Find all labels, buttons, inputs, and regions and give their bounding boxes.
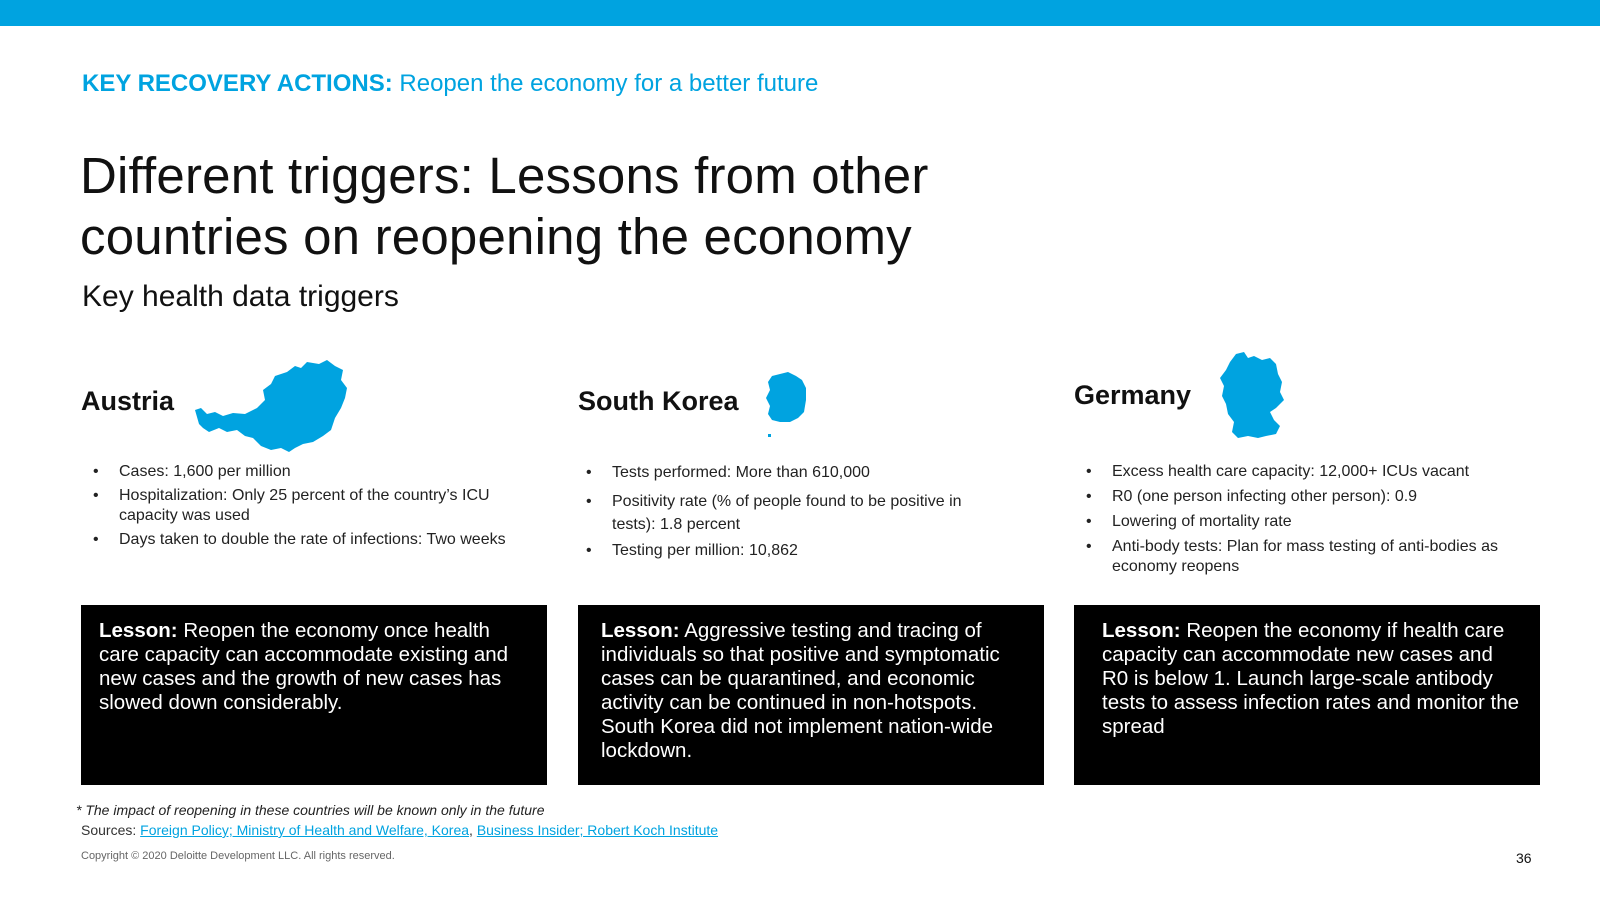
country-name-austria: Austria	[81, 386, 175, 416]
footnote: * The impact of reopening in these countries will be known only in the future	[76, 802, 545, 818]
list-item: • Excess health care capacity: 12,000+ ICUs vacant	[1074, 462, 1534, 482]
copyright: Copyright © 2020 Deloitte Development LLC. All rights reserved.	[81, 850, 395, 862]
lesson-label: Lesson:	[1102, 619, 1181, 642]
austria-map-icon	[195, 358, 355, 454]
list-item: • R0 (one person infecting other person): 0.9	[1074, 487, 1534, 507]
germany-map-icon	[1218, 352, 1288, 440]
austria-bullets	[81, 462, 541, 550]
south-korea-map-icon	[764, 372, 810, 438]
list-item: • Tests performed: More than 610,000	[574, 462, 1004, 484]
list-item: • Cases: 1,600 per million	[81, 462, 541, 482]
page-subtitle: Key health data triggers	[82, 280, 399, 313]
country-name-south-korea: South Korea	[578, 386, 739, 416]
kicker-bold: KEY RECOVERY ACTIONS:	[82, 70, 393, 97]
source-link-business-insider[interactable]: Business Insider; Robert Koch Institute	[476, 822, 719, 838]
lesson-text: Reopen the economy once health care capacity can accommodate existing and new cases and the growth of new cases has slowed down considerably.	[99, 619, 509, 714]
country-name-germany: Germany	[1074, 380, 1192, 410]
list-item: • Days taken to double the rate of infections: Two weeks	[81, 530, 541, 550]
germany-bullets	[1074, 462, 1534, 577]
lesson-box-germany	[1074, 605, 1540, 785]
list-item: • Anti-body tests: Plan for mass testing of anti-bodies as economy reopens	[1074, 537, 1534, 577]
lesson-text: Reopen the economy if health care capacity can accommodate new cases and R0 is below 1. Launch large-scale antibody tests to assess infection rates and monitor the spread	[1102, 619, 1520, 738]
south-korea-bullets	[574, 462, 1004, 562]
lesson-box-south-korea	[578, 605, 1044, 785]
list-item: • Testing per million: 10,862	[574, 540, 1004, 562]
sources-label: Sources:	[81, 822, 137, 838]
lesson-label: Lesson:	[99, 619, 178, 642]
lesson-box-austria	[81, 605, 547, 785]
list-item: • Positivity rate (% of people found to be positive in tests): 1.8 percent	[574, 490, 1004, 536]
page-title: Different triggers: Lessons from other countries on reopening the economy	[80, 147, 929, 265]
sources-line	[81, 822, 718, 838]
section-kicker	[82, 70, 818, 98]
list-item: • Hospitalization: Only 25 percent of the country’s ICU capacity was used	[81, 486, 541, 526]
top-accent-bar	[0, 0, 1600, 26]
source-separator: ,	[469, 822, 473, 838]
source-link-foreign-policy[interactable]: Foreign Policy; Ministry of Health and Welfare, Korea	[140, 822, 470, 838]
kicker-text: Reopen the economy for a better future	[399, 70, 819, 97]
lesson-label: Lesson:	[601, 619, 680, 642]
list-item: • Lowering of mortality rate	[1074, 512, 1534, 532]
page-number: 36	[1516, 850, 1532, 866]
lesson-text: Aggressive testing and tracing of individuals so that positive and symptomatic cases can be quarantined, and economic activity can be continued in non-hotspots. South Korea did not implement nation-wide lockdown.	[601, 619, 1000, 762]
